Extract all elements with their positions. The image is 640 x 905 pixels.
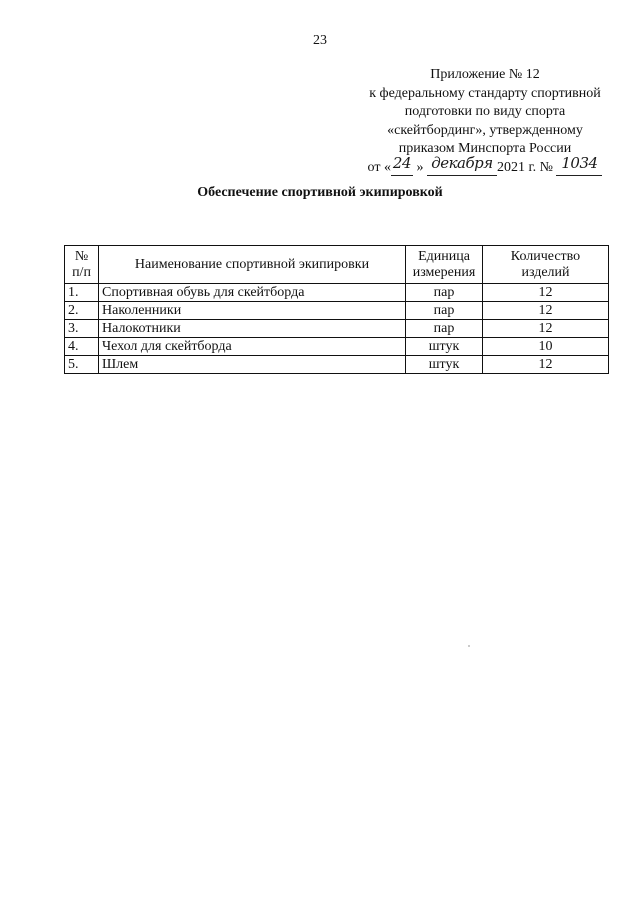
row-name: Спортивная обувь для скейтборда <box>99 284 406 302</box>
page-number: 23 <box>313 33 327 48</box>
header-unit: Единица измерения <box>406 246 483 284</box>
row-name: Чехол для скейтборда <box>99 338 406 356</box>
appendix-title: Приложение № 12 <box>430 67 540 82</box>
row-qty: 12 <box>483 284 609 302</box>
row-qty: 12 <box>483 320 609 338</box>
table-row <box>65 338 609 356</box>
month-handwritten: декабря <box>431 153 493 172</box>
row-name: Налокотники <box>99 320 406 338</box>
appendix-block <box>340 66 630 177</box>
order-date-line <box>340 153 630 178</box>
row-qty: 10 <box>483 338 609 356</box>
row-qty: 12 <box>483 356 609 374</box>
row-num: 5. <box>65 356 99 374</box>
date-prefix: от « <box>367 159 391 175</box>
order-number-field <box>556 153 602 176</box>
order-number-handwritten: 1034 <box>561 153 598 172</box>
row-unit: пар <box>406 302 483 320</box>
table-row <box>65 320 609 338</box>
day-field <box>391 153 413 176</box>
row-unit: пар <box>406 284 483 302</box>
month-field <box>427 153 497 176</box>
row-num: 4. <box>65 338 99 356</box>
header-num: № п/п <box>65 246 99 284</box>
appendix-line: приказом Минспорта России <box>398 141 572 156</box>
document-title: Обеспечение спортивной экипировкой <box>197 185 443 200</box>
row-unit: штук <box>406 338 483 356</box>
appendix-line: подготовки по виду спорта <box>404 104 566 119</box>
row-name: Наколенники <box>99 302 406 320</box>
scan-speck <box>468 645 470 647</box>
row-num: 1. <box>65 284 99 302</box>
day-handwritten: 24 <box>392 153 411 172</box>
row-unit: штук <box>406 356 483 374</box>
table-header-row <box>65 246 609 284</box>
appendix-line: к федеральному стандарту спортивной <box>369 85 601 101</box>
row-num: 2. <box>65 302 99 320</box>
row-name: Шлем <box>99 356 406 374</box>
row-qty: 12 <box>483 302 609 320</box>
table-row <box>65 284 609 302</box>
year-number-label: 2021 г. № <box>496 159 553 175</box>
appendix-line: «скейтбординг», утвержденному <box>387 122 583 138</box>
table-row <box>65 356 609 374</box>
header-name: Наименование спортивной экипировки <box>99 246 406 284</box>
row-unit: пар <box>406 320 483 338</box>
header-qty: Количество изделий <box>483 246 609 284</box>
equipment-table <box>64 245 609 374</box>
row-num: 3. <box>65 320 99 338</box>
date-quote: » <box>416 159 424 175</box>
table-row <box>65 302 609 320</box>
